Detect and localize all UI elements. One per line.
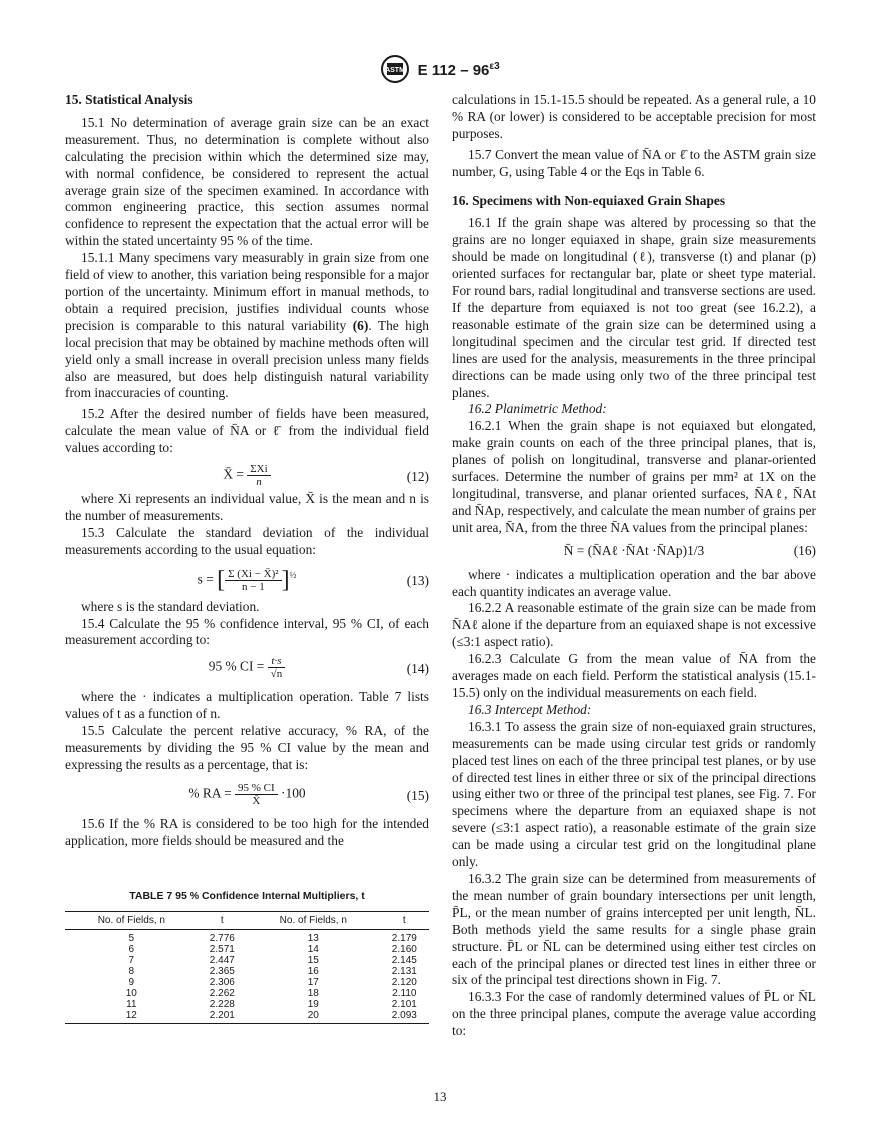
para-15-5: 15.5 Calculate the percent relative accuracy, % RA, of the measurements by dividing the 95 % CI value by the mean and expressing the results as a percentage, that is: bbox=[65, 723, 429, 772]
para-15-2: 15.2 After the desired number of fields have been measured, calculate the mean value of N̄A or ℓ̄ from the individual field values according to: bbox=[65, 406, 429, 456]
para-15-4-where: where the · indicates a multiplication operation. Table 7 lists values of t as a function of n. bbox=[65, 689, 429, 722]
table-row: 5 2.776 13 2.179 bbox=[128, 932, 417, 944]
para-16-2-1: 16.2.1 When the grain shape is not equiaxed but elongated, make grain counts on each of the three principal planes, that is, planes of polish on longitudinal, transverse and planar-oriented surfaces. Determine the number of grains per mm² at 1X on the longitudinal, transverse, and planar oriented surfaces, N̄Aℓ, N̄At and N̄Ap, respectively, and calculate the mean number of grains per unit area, N̄A, from the three N̄A values from the principal planes: bbox=[452, 418, 816, 535]
para-16-3-3: 16.3.3 For the case of randomly determined values of P̄L or N̄L on the three principal planes, compute the average value according to: bbox=[452, 989, 816, 1039]
page-number: 13 bbox=[433, 1089, 447, 1104]
section-15-title: 15. Statistical Analysis bbox=[65, 92, 193, 107]
table-header: No. of Fields, n bbox=[247, 911, 380, 929]
page-header bbox=[0, 54, 880, 84]
para-15-3: 15.3 Calculate the standard deviation of the individual measurements according to the usual equation: bbox=[65, 524, 429, 557]
table-row: 9 2.306 17 2.120 bbox=[128, 976, 417, 988]
right-column bbox=[452, 92, 816, 1040]
table-row: 7 2.447 15 2.145 bbox=[128, 954, 417, 966]
equation-number: (15) bbox=[406, 787, 429, 803]
table-header: t bbox=[198, 911, 247, 929]
table-row: 8 2.365 16 2.131 bbox=[128, 965, 417, 977]
para-16-2-3: 16.2.3 Calculate G from the mean value of N̄A from the averages made on each field. Perform the statistical analysis (15.1-15.5) only on the individual measurements on each field. bbox=[452, 651, 816, 700]
equation-number: (12) bbox=[406, 469, 429, 485]
equation-13: s = [ $\frac{\text{Σ (Xi − X̄)²}}{n - 1}$ ]$^{\frac{1}{2}}$ (13) bbox=[197, 566, 429, 593]
equation-number: (13) bbox=[406, 572, 429, 588]
para-15-6-continued: calculations in 15.1-15.5 should be repeated. As a general rule, a 10 % RA (or lower) is considered to be acceptable precision for most purposes. bbox=[452, 92, 816, 141]
table-7-caption: TABLE 7 95 % Confidence Internal Multipliers, t bbox=[129, 889, 365, 902]
section-16-title: 16. Specimens with Non-equiaxed Grain Shapes bbox=[452, 192, 726, 208]
para-15-7: 15.7 Convert the mean value of N̄A or ℓ̄ to the ASTM grain size number, G, using Table 4 or the Eqs in Table 6. bbox=[452, 146, 816, 179]
para-16-3-2: 16.3.2 The grain size can be determined from measurements of the mean number of grain boundary intersections per unit length, P̄L, or the mean number of grains intercepted per unit length, N̄L. Both methods yield the same results for a single phase grain structure. P̄L or N̄L can be determined using either test circles on each of the principal planes or directed test lines in either three or six of the principal test directions shown in Fig. 7. bbox=[452, 870, 816, 988]
equation-15: % RA = $\frac{95 \% CI}{X̄}$ ·100 (15) bbox=[188, 781, 429, 807]
svg-text:ASTM: ASTM bbox=[385, 67, 406, 74]
para-15-2-where: where Xi represents an individual value, X̄ is the mean and n is the number of measurements. bbox=[65, 491, 429, 523]
table-7 bbox=[65, 911, 429, 1024]
equation-number: (14) bbox=[406, 661, 429, 677]
equation-number: (16) bbox=[793, 542, 816, 558]
table-row: 11 2.228 19 2.101 bbox=[126, 998, 417, 1010]
para-16-3-1: 16.3.1 To assess the grain size of non-equiaxed grain structures, measurements can be made using circular test grids or randomly placed test lines on each of the three principal test planes, or by use of directed test lines in either three or six of the principal directions using either two or three of the principal test planes, see Fig. 7. For specimens where the departure from an equiaxed shape is not severe (≤3:1 aspect ratio), a reasonable estimate of the grain size can be made using a circular test grid on the longitudinal plane only. bbox=[452, 718, 816, 870]
para-16-1: 16.1 If the grain shape was altered by processing so that the grains are no longer equiaxed in shape, grain size measurements should be made on longitudinal (ℓ), transverse (t) and planar (p) oriented surfaces for rectangular bar, plate or sheet type material. For round bars, radial longitudinal and transverse sections are used. If the departure from equiaxed is not too great (see 16.2.2), a reasonable estimate of the grain size can be determined using a longitudinal specimen and the circular test grid. If directed test lines are used for the analysis, measurements in the three principal directions can be made using only two of the three principal test planes. bbox=[452, 215, 816, 400]
table-row: 6 2.571 14 2.160 bbox=[128, 943, 417, 955]
equation-16: N̄ = (N̄Aℓ ·N̄At ·N̄Ap)1/3 (16) bbox=[563, 542, 816, 558]
para-15-4: 15.4 Calculate the 95 % confidence interval, 95 % CI, of each measurement according to: bbox=[65, 615, 429, 648]
table-row: 12 2.201 20 2.093 bbox=[65, 1010, 429, 1024]
equation-12: X̄ = $\frac{\text{ΣXi}}{n}$ (12) bbox=[223, 463, 429, 489]
astm-logo bbox=[380, 54, 410, 84]
para-15-1-1: 15.1.1 Many specimens vary measurably in grain size from one field of view to another, this variation being responsible for a major portion of the uncertainty. Minimum effort in manual methods, to obtain a required precision, justifies individual counts whose precision is comparable to this natural variability (6). The high local precision that may be obtained by machine methods often will yield only a small increase in overall precision unless many fields also are measured, but does help distinguish natural variability from inaccuracies of counting. bbox=[65, 250, 429, 401]
table-header: t bbox=[380, 911, 429, 929]
table-header: No. of Fields, n bbox=[65, 911, 198, 929]
left-column bbox=[65, 92, 429, 1024]
table-row: 10 2.262 18 2.110 bbox=[125, 987, 417, 999]
designation: E $112 - 96^{\varepsilon 3}$ bbox=[417, 60, 500, 79]
para-16-2-1-where: where · indicates a multiplication operation and the bar above each quantity indicates an average value. bbox=[452, 566, 816, 599]
para-15-6: 15.6 If the % RA is considered to be too high for the intended application, more fields should be measured and the bbox=[65, 815, 429, 848]
equation-14: 95 % CI = $\frac{t\cdot s}{√n}$ (14) bbox=[208, 655, 429, 681]
reference-6: (6) bbox=[352, 317, 369, 333]
para-16-2: 16.2 Planimetric Method: bbox=[468, 401, 607, 417]
para-16-3: 16.3 Intercept Method: bbox=[468, 701, 592, 717]
para-15-3-where: where s is the standard deviation. bbox=[81, 598, 260, 614]
para-15-1: 15.1 No determination of average grain size can be an exact measurement. Thus, no determination is complete without also calculating the precision within which the determined size may, with normal confidence, be considered to represent the actual average grain size of the specimen examined. In accordance with common engineering practice, this section assumes normal confidence to represent the expectation that the actual error will be within the stated uncertainty 95 % of the time. bbox=[65, 114, 429, 249]
table-header-row bbox=[65, 911, 429, 929]
para-16-2-2: 16.2.2 A reasonable estimate of the grain size can be made from N̄Aℓ alone if the departure from an equiaxed shape is not excessive (≤3:1 aspect ratio). bbox=[452, 600, 816, 650]
